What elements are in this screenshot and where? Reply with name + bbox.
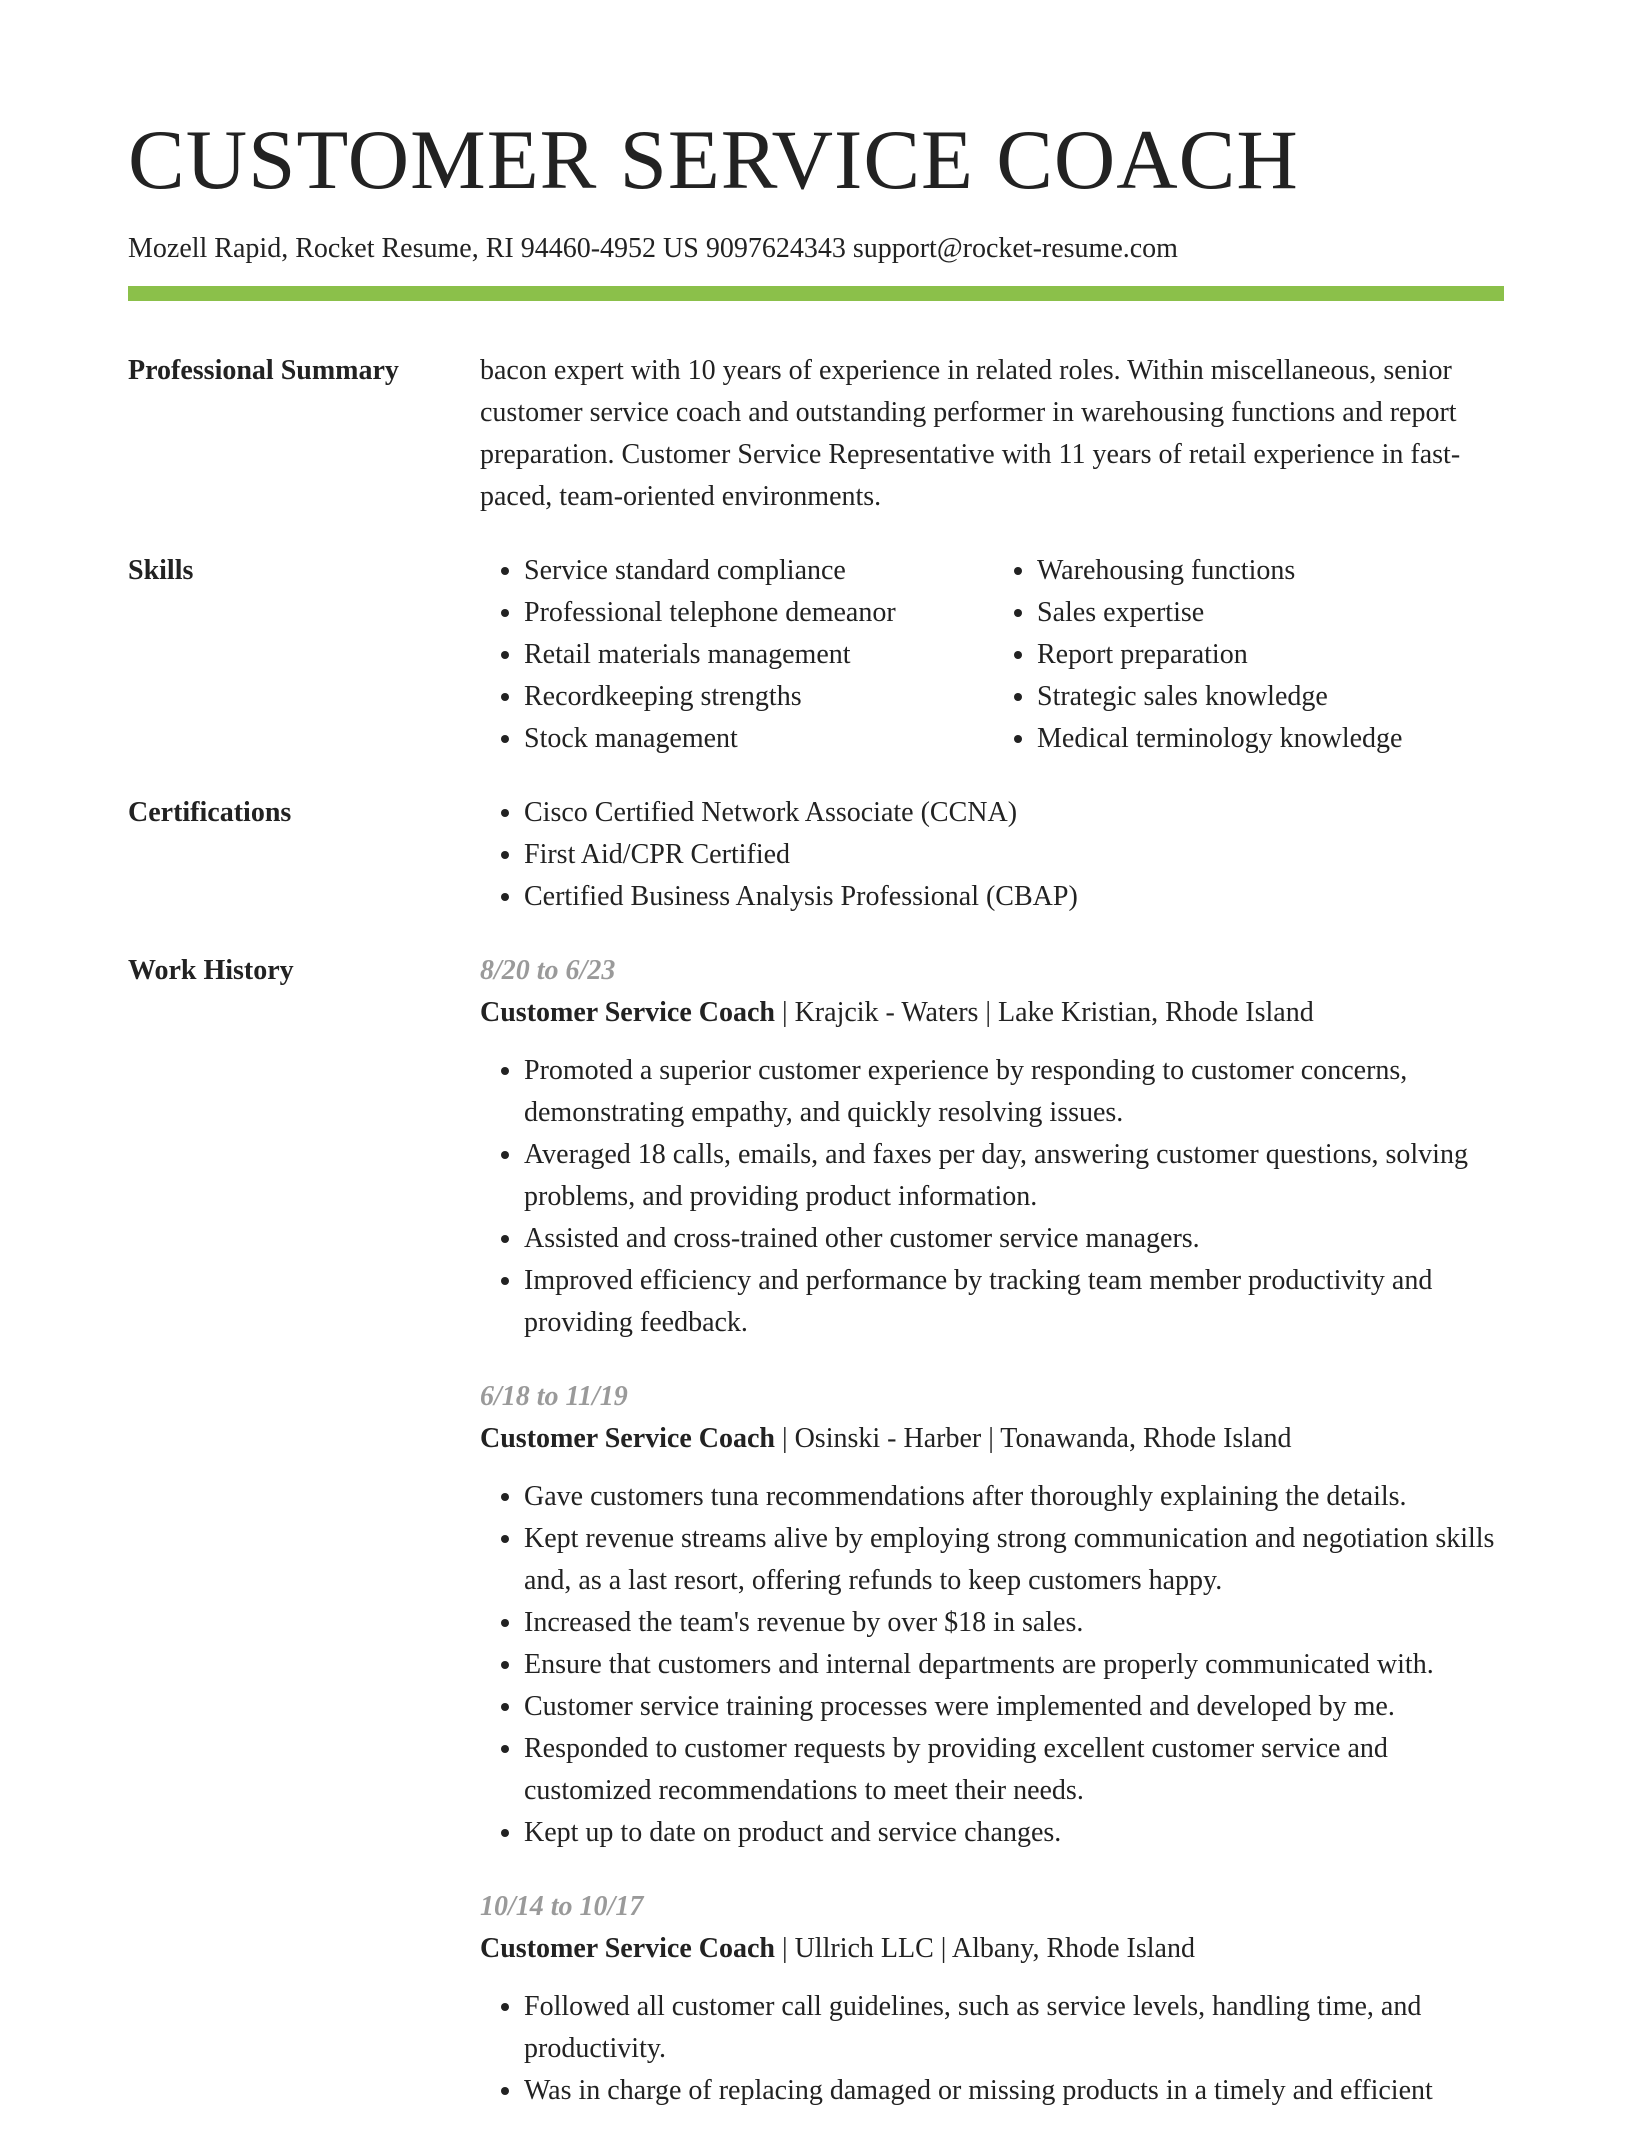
job-bullet: • Promoted a superior customer experience by responding to customer concerns, demonstrating empathy, and quickly resolving issues.: [524, 1050, 1506, 1134]
job-entry: [480, 1376, 1506, 1854]
job-title: Customer Service Coach: [480, 997, 775, 1028]
skill-item: • Service standard compliance: [524, 550, 993, 592]
job-bullet: • Increased the team's revenue by over $18 in sales.: [524, 1602, 1506, 1644]
job-dates: 8/20 to 6/23: [480, 955, 616, 986]
job-bullet: • Was in charge of replacing damaged or missing products in a timely and efficient: [524, 2070, 1506, 2112]
certification-item: • Cisco Certified Network Associate (CCNA): [524, 792, 1506, 834]
job-dates: 6/18 to 11/19: [480, 1381, 628, 1412]
job-header: [480, 1418, 1506, 1460]
job-dates: 10/14 to 10/17: [480, 1891, 644, 1922]
job-bullets: [480, 1050, 1506, 1344]
work-history-list: [480, 950, 1506, 2144]
skill-item: • Strategic sales knowledge: [1037, 676, 1506, 718]
skill-item: • Report preparation: [1037, 634, 1506, 676]
job-company-location: | Osinski - Harber | Tonawanda, Rhode Island: [774, 1423, 1292, 1454]
job-title: Customer Service Coach: [480, 1933, 775, 1964]
skill-item: • Sales expertise: [1037, 592, 1506, 634]
job-entry: [480, 950, 1506, 1344]
job-bullet: • Followed all customer call guidelines, such as service levels, handling time, and productivity.: [524, 1986, 1506, 2070]
job-bullet: • Responded to customer requests by providing excellent customer service and customized recommendations to meet their needs.: [524, 1728, 1506, 1812]
certification-item: • Certified Business Analysis Professional (CBAP): [524, 876, 1506, 918]
job-title: Customer Service Coach: [480, 1423, 775, 1454]
skill-item: • Recordkeeping strengths: [524, 676, 993, 718]
summary-heading: Professional Summary: [128, 355, 399, 386]
contact-line: Mozell Rapid, Rocket Resume, RI 94460-4952 US 9097624343 support@rocket-resume.com: [128, 233, 1178, 264]
job-bullet: • Gave customers tuna recommendations after thoroughly explaining the details.: [524, 1476, 1506, 1518]
skill-item: • Stock management: [524, 718, 993, 760]
skills-list-left: [480, 550, 993, 760]
job-bullets: [480, 1986, 1506, 2112]
work-history-heading: Work History: [128, 955, 294, 986]
job-bullet: • Assisted and cross-trained other customer service managers.: [524, 1218, 1506, 1260]
skills-list-right: [993, 550, 1506, 760]
job-bullet: • Customer service training processes were implemented and developed by me.: [524, 1686, 1506, 1728]
job-bullet: • Kept revenue streams alive by employing strong communication and negotiation skills and, as a last resort, offering refunds to keep customers happy.: [524, 1518, 1506, 1602]
job-entry: [480, 1886, 1506, 2112]
job-company-location: | Krajcik - Waters | Lake Kristian, Rhode Island: [774, 997, 1314, 1028]
certifications-heading: Certifications: [128, 797, 292, 828]
job-bullet: • Ensure that customers and internal departments are properly communicated with.: [524, 1644, 1506, 1686]
job-bullet: • Averaged 18 calls, emails, and faxes per day, answering customer questions, solving problems, and providing product information.: [524, 1134, 1506, 1218]
job-bullets: [480, 1476, 1506, 1854]
job-company-location: | Ullrich LLC | Albany, Rhode Island: [774, 1933, 1195, 1964]
summary-text: bacon expert with 10 years of experience in related roles. Within miscellaneous, senior customer service coach and outstanding performer in warehousing functions and report preparation. Customer Service Representative with 11 years of retail experience in fast-paced, team-oriented environments.: [480, 355, 1461, 512]
certifications-list: [480, 792, 1506, 918]
job-header: [480, 1928, 1506, 1970]
resume-title: CUSTOMER SERVICE COACH: [128, 113, 1299, 207]
certification-item: • First Aid/CPR Certified: [524, 834, 1506, 876]
job-bullet: • Improved efficiency and performance by tracking team member productivity and providing feedback.: [524, 1260, 1506, 1344]
header-divider: [128, 286, 1504, 301]
job-bullet: • Kept up to date on product and service changes.: [524, 1812, 1506, 1854]
skill-item: • Professional telephone demeanor: [524, 592, 993, 634]
skill-item: • Warehousing functions: [1037, 550, 1506, 592]
job-header: [480, 992, 1506, 1034]
skills-heading: Skills: [128, 555, 194, 586]
skill-item: • Medical terminology knowledge: [1037, 718, 1506, 760]
skill-item: • Retail materials management: [524, 634, 993, 676]
